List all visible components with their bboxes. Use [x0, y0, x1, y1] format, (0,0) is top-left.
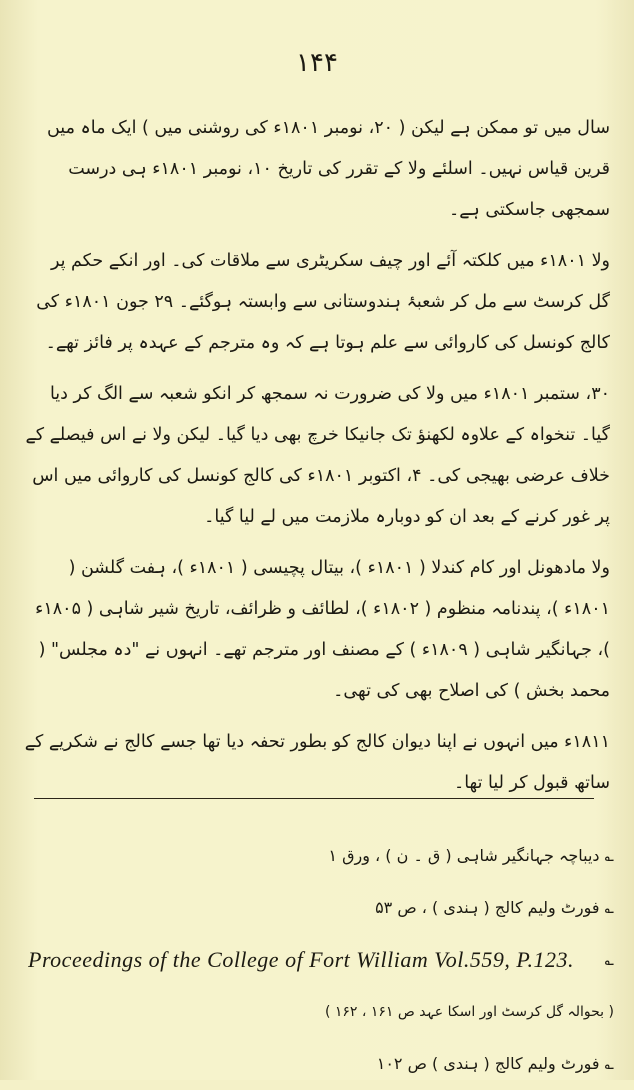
footnote-3-text: Proceedings of the College of Fort William Vol.559, P.123. — [28, 947, 574, 972]
paragraph-diwan-gift: ۱۸۱۱ء میں انہوں نے اپنا دیوان کالج کو بطور تحفہ دیا تھا جسے کالج نے شکریے کے ساتھ قبول کر لیا تھا۔ — [24, 732, 610, 793]
body-text — [24, 108, 610, 804]
paragraph-arrival-calcutta: ولا ۱۸۰۱ء میں کلکتہ آئے اور چیف سکریٹری سے ملاقات کی۔ اور انکے حکم پر گل کرسٹ سے مل کر شعبۂ ہندوستانی سے وابستہ ہوگئے۔ ۲۹ جون ۱۸۰۱ء کی کالج کونسل کی کاروائی سے علم ہوتا ہے کہ وہ مترجم کے عہدہ پر فائز تھے۔ — [36, 251, 610, 353]
footnote-2: ؎ فورٹ ولیم کالج ( ہندی ) ، ص ۵۳ — [375, 898, 614, 917]
footnote-3 — [28, 934, 614, 986]
footnote-1: ؎ دیباچہ جہانگیر شاہی ( ق ۔ ن ) ، ورق ۱ — [328, 846, 614, 865]
paragraph-appointment-date: سال میں تو ممکن ہے لیکن ( ۲۰، نومبر ۱۸۰۱ء کی روشنی میں ) ایک ماہ میں قرین قیاس نہیں۔ اسلئے ولا کے تقرر کی تاریخ ۱۰، نومبر ۱۸۰۱ء ہی درست سمجھی جاسکتی ہے۔ — [46, 118, 610, 220]
footnotes — [28, 830, 614, 1090]
paragraph-dismissal-reinstatement: ۳۰، ستمبر ۱۸۰۱ء میں ولا کی ضرورت نہ سمجھ کر انکو شعبہ سے الگ کر دیا گیا۔ تنخواہ کے علاوہ لکھنؤ تک جانیکا خرچ بھی دیا گیا۔ لیکن ولا نے اس فیصلے کے خلاف عرضی بھیجی کی۔ ۴، اکتوبر ۱۸۰۱ء کی کالج کونسل کی کاروائی میں اس پر غور کرنے کے بعد ان کو دوبارہ ملازمت میں لے لیا گیا۔ — [25, 384, 610, 527]
page-number: ۱۴۴ — [296, 48, 338, 78]
footnote-3-reference: ( بحوالہ گل کرسٹ اور اسکا عہد ص ۱۶۱ ، ۱۶۲ ) — [324, 1004, 614, 1020]
footnote-divider — [34, 798, 594, 799]
footnote-4: ؎ فورٹ ولیم کالج ( ہندی ) ص ۱۰۲ — [376, 1054, 614, 1073]
footnote-3-mark: ؎ — [604, 950, 614, 969]
paragraph-works: ولا مادھونل اور کام کندلا ( ۱۸۰۱ء )، بیتال پچیسی ( ۱۸۰۱ء )، ہفت گلشن ( ۱۸۰۱ء )، پندنامہ منظوم ( ۱۸۰۲ء )، لطائف و ظرائف، تاریخ شیر شاہی ( ۱۸۰۵ء )، جہانگیر شاہی ( ۱۸۰۹ء ) کے مصنف اور مترجم تھے۔ انہوں نے "دہ مجلس" ( محمد بخش ) کی اصلاح بھی کی تھی۔ — [35, 558, 610, 701]
